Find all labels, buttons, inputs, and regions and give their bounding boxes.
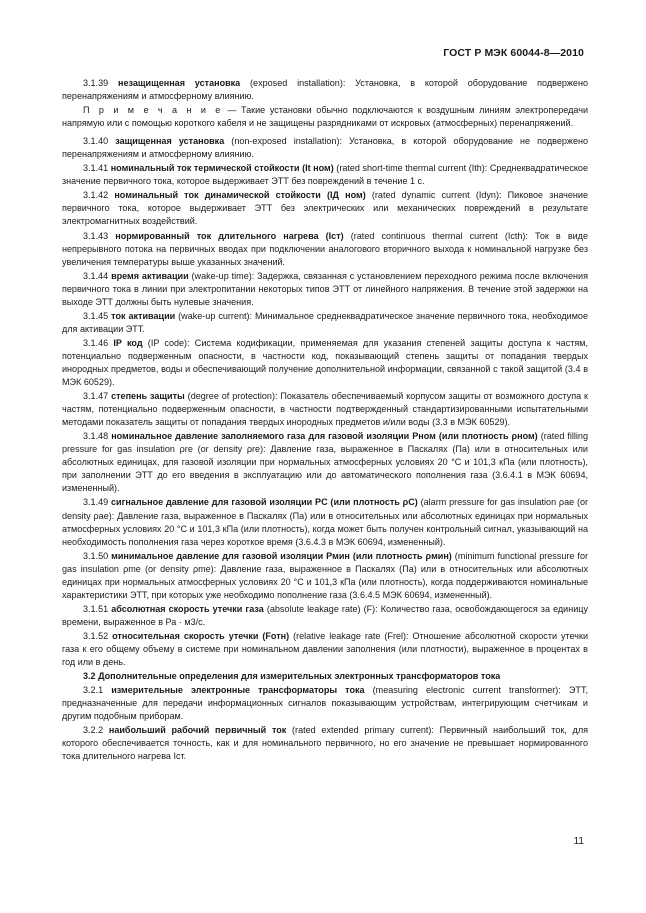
definition-3-1-49	[62, 496, 588, 548]
definition-3-1-46	[62, 337, 588, 389]
clause-number: 3.1.52	[83, 630, 109, 641]
definition-text: (exposed installation): Установка, в которой оборудование подвержено перенапряжениям и атмосферному влиянию.	[62, 78, 588, 102]
definition-3-1-51	[62, 603, 588, 629]
clause-number: 3.1.46	[83, 337, 109, 348]
clause-number: 3.1.50	[83, 550, 109, 561]
term: наибольший рабочий первичный ток	[108, 725, 287, 736]
term: степень защиты	[111, 391, 185, 402]
term: номинальный ток динамической стойкости (IД ном)	[114, 190, 366, 201]
definition-text: (rated dynamic current (Idyn): Пиковое значение первичного тока, которое выдерживает ЭТТ без электрических или механических повреждений в результате электромагнитных воздействий.	[62, 190, 589, 227]
definition-3-1-50	[62, 550, 588, 602]
definition-3-1-44	[62, 270, 588, 309]
definition-text: (rated short-time thermal current (Ith): Среднеквадратическое значение первичного тока, которое выдерживает ЭТТ без повреждений в течение 1 с.	[62, 163, 588, 187]
definition-text: (IP code): Система кодификации, применяемая для указания степеней защиты доступа к частям, потенциально подверженным опасности, в частности код, показывающий степень защиты от попадания твердых инородных предметов, воды и обеспечивающий получение дополнительной информации, связанной с такой защитой (3.4 в МЭК 60529).	[62, 337, 588, 388]
term: незащищенная установка	[117, 78, 241, 88]
clause-number: 3.1.41	[83, 163, 109, 174]
definition-text: (degree of protection): Показатель обеспечиваемый корпусом защиты от возможного доступа к частям, потенциально подверженным опасности, в частности подтвержденный стандартизированными испытательными методами показатель защиты от попадания твердых инородных предметов и/или воды (3.3 в МЭК 60529).	[62, 391, 588, 428]
definition-text: (minimum functional pressure for gas insulation ρme (or density ρme): Давление газа, выраженное в Паскалях (Па) или в относительных или абсолютных единицах при нормальных атмосферных условиях 20 °С и 101,3 кПа (или плотность), когда поддерживаются номинальные характеристики ЭТТ, при которых уже необходимо пополнение газа (3.6.4.5 МЭК 60694, измененный).	[62, 550, 588, 600]
clause-number: 3.1.49	[83, 497, 109, 508]
page-number: 11	[573, 836, 584, 847]
clause-number: 3.1.42	[83, 190, 109, 201]
term: абсолютная скорость утечки газа	[111, 603, 264, 614]
definition-text: (alarm pressure for gas insulation ρae (or density ρae): Давление газа, выраженное в Паскалях (Па) или в относительных или абсолютных единицах при нормальных атмосферных условиях 20 °С и 101,3 кПа (или плотность), когда может быть получен контрольный сигнал, указывающий на необходимость пополнения газа через короткое время (3.6.4.3 в МЭК 60694, измененный).	[62, 497, 588, 547]
definition-3-1-48	[62, 430, 588, 495]
definition-text: (rated continuous thermal current (Icth): Ток в виде непрерывного потока на первичных вводах при подключении аналогового вторичного выхода к номинальной нагрузке без увеличения температуры выше указанных значений.	[62, 230, 588, 267]
term: время активации	[111, 270, 189, 281]
term: относительная скорость утечки (Fотн)	[112, 630, 290, 641]
definition-3-1-43	[62, 230, 588, 269]
term: ток активации	[111, 310, 176, 321]
definition-text: (non-exposed installation): Установка, в которой оборудование не подвержено перенапряжениям и атмосферному влиянию.	[62, 136, 589, 160]
definition-3-2-2	[62, 724, 588, 763]
term: номинальное давление заполняемого газа для газовой изоляции Pном (или плотность ρном)	[111, 431, 538, 442]
definition-text: (measuring electronic current transformer): ЭТТ, предназначенные для передачи информационных сигналов показывающим устройствам, интегрирующим счетчикам и другим подобным приборам.	[62, 685, 588, 722]
section-heading-3-2	[62, 670, 588, 683]
term: IP код	[113, 337, 143, 348]
definition-text: (relative leakage rate (Frel): Отношение абсолютной скорости утечки газа к его общему объему в системе при номинальном давлении заполнения (или плотности), выраженное в процентах в год или в день.	[62, 630, 588, 668]
clause-number: 3.1.45	[83, 310, 109, 321]
term: защищенная установка	[115, 136, 225, 147]
clause-number: 3.2.1	[83, 685, 104, 696]
clause-number: 3.1.39	[83, 78, 109, 88]
term: измерительные электронные трансформаторы тока	[111, 685, 365, 696]
note-text: — Такие установки обычно подключаются к воздушным линиям электропередачи напрямую или с помощью короткого кабеля и не защищены разрядниками от искровых (атмосферных) перенапряжений.	[62, 105, 589, 129]
definition-text: (rated extended primary current): Первичный наибольший ток, для которого обеспечивается точность, как и для номинального первичного, но его значение не превышает нормированного тока длительного нагрева Icт.	[62, 725, 589, 762]
clause-number: 3.1.40	[83, 136, 109, 147]
term: сигнальное давление для газовой изоляции PC (или плотность ρC)	[110, 497, 418, 508]
definition-text: (wake-up current): Минимальное среднеквадратическое значение первичного тока, необходимое для активации ЭТТ.	[62, 310, 588, 334]
definition-3-1-40	[62, 135, 588, 161]
definition-3-1-39	[62, 77, 588, 103]
term: нормированный ток длительного нагрева (Icт)	[115, 230, 344, 241]
definition-3-1-41	[62, 162, 588, 188]
note-title: П р и м е ч а н и е	[83, 105, 223, 116]
standard-header: ГОСТ Р МЭК 60044-8—2010	[443, 47, 584, 59]
clause-number: 3.2	[83, 671, 96, 682]
definition-3-1-52	[62, 630, 588, 669]
note-paragraph	[62, 104, 588, 130]
definition-3-1-45	[62, 310, 588, 336]
clause-number: 3.1.47	[83, 391, 109, 402]
document-body	[62, 77, 588, 764]
term: номинальный ток термической стойкости (It ном)	[110, 163, 334, 174]
definition-3-1-42	[62, 189, 588, 228]
clause-number: 3.1.44	[83, 270, 109, 281]
definition-text: (absolute leakage rate) (F): Количество газа, освобождающегося за единицу времени, выраженное в Ра · м3/с.	[62, 603, 588, 627]
clause-number: 3.2.2	[83, 725, 104, 736]
definition-3-2-1	[62, 684, 588, 723]
clause-number: 3.1.48	[83, 431, 109, 442]
clause-number: 3.1.43	[83, 230, 109, 241]
definition-3-1-47	[62, 390, 588, 429]
definition-text: (wake-up time): Задержка, связанная с установлением переходного режима после включения первичного тока в линии при электропитании некоторых типов ЭТТ от линейного напряжения. В течение этой задержки на выходе ЭТТ должны быть нулевые значения.	[62, 270, 588, 307]
section-title: Дополнительные определения для измерительных электронных трансформаторов тока	[98, 671, 501, 682]
definition-text: (rated filling pressure for gas insulation ρre (or density ρre): Давление газа, выраженное в Паскалях (Па) или в относительных или абсолютных единицах, для газовой изоляции при нормальных атмосферных условиях 20 °С и 101,3 кПа (или плотность), при заполнении ЭТТ до его введения в эксплуатацию или до автоматического пополнения газа (3.6.4.1 в МЭК 60694, измененный).	[62, 431, 588, 494]
clause-number: 3.1.51	[83, 603, 109, 614]
term: минимальное давление для газовой изоляции Pмин (или плотность ρмин)	[111, 550, 452, 561]
